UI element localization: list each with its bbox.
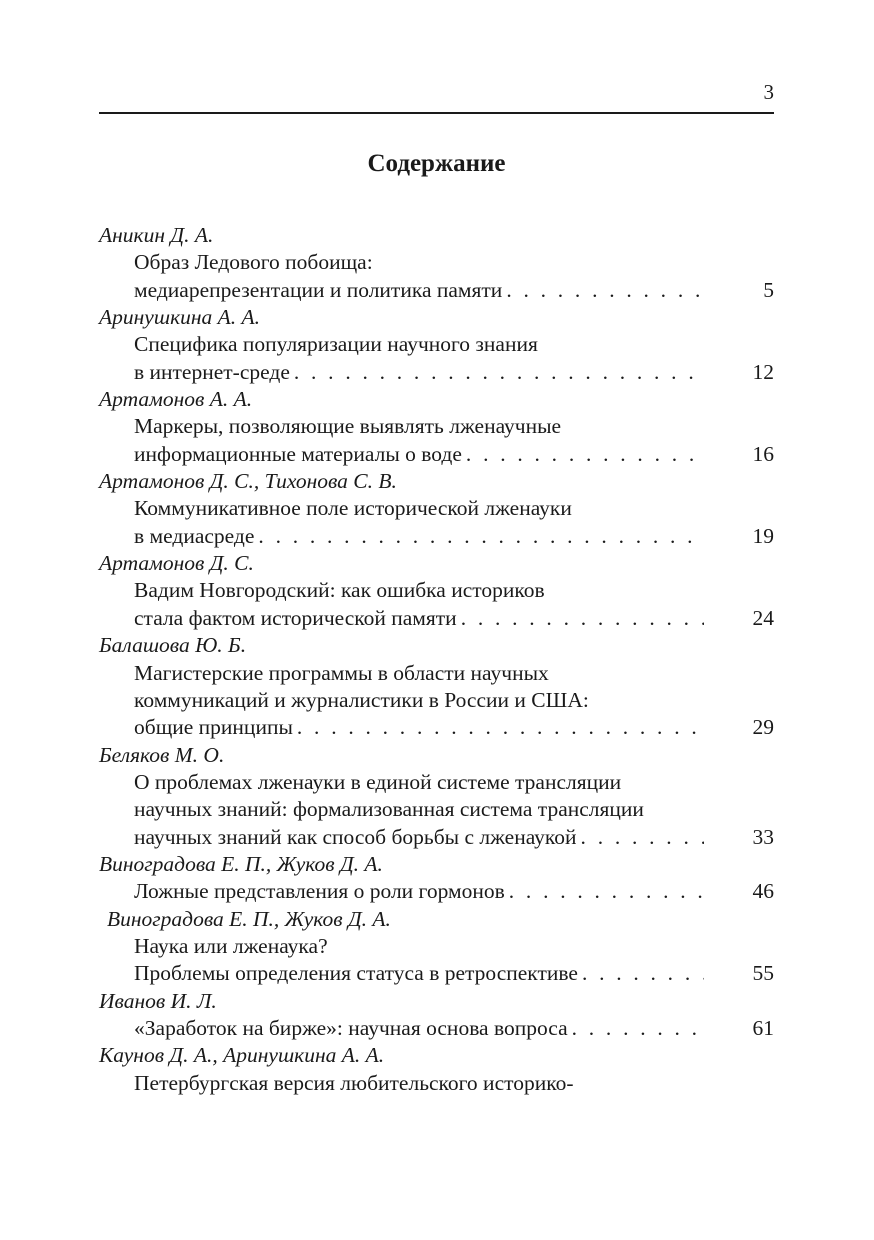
entry-page-number: 55 <box>752 961 774 986</box>
entry-author: Аринушкина А. А. <box>99 305 261 330</box>
entry-page-number: 46 <box>752 879 774 904</box>
dot-leader <box>293 714 704 741</box>
entry-leader-line[interactable] <box>99 441 774 468</box>
entry-leader-line[interactable] <box>99 605 774 632</box>
entry-leader-line[interactable] <box>99 960 774 987</box>
entry-author: Артамонов А. А. <box>99 387 253 412</box>
entry-author: Артамонов Д. С. <box>99 551 254 576</box>
entry-title-line: информационные материалы о воде <box>134 441 462 466</box>
dot-leader <box>290 359 704 386</box>
entry-title-line: Коммуникативное поле исторической лженауки <box>134 496 572 521</box>
entry-title-line: Вадим Новгородский: как ошибка историков <box>134 578 545 603</box>
toc-entry <box>99 304 774 386</box>
entry-author: Виноградова Е. П., Жуков Д. А. <box>107 906 391 931</box>
entry-leader-line[interactable] <box>99 523 774 550</box>
toc-entry <box>99 988 774 1043</box>
entry-leader-line[interactable] <box>99 1015 774 1042</box>
entry-title-line: Наука или лженаука? <box>134 933 328 958</box>
entry-author: Каунов Д. А., Аринушкина А. А. <box>99 1043 385 1068</box>
dot-leader <box>505 878 704 905</box>
entry-title-line: научных знаний как способ борьбы с лженаукой <box>134 824 577 849</box>
entry-title-line: Магистерские программы в области научных <box>134 660 549 685</box>
entry-page-number: 61 <box>752 1015 774 1040</box>
dot-leader <box>462 441 704 468</box>
entry-leader-line[interactable] <box>99 878 774 905</box>
toc-entry <box>99 386 774 468</box>
entry-title-line: О проблемах лженауки в единой системе трансляции <box>134 769 622 794</box>
entry-title-line: Маркеры, позволяющие выявлять лженаучные <box>134 414 562 439</box>
entry-title-line: в медиасреде <box>134 523 255 548</box>
entry-title-line: Проблемы определения статуса в ретроспективе <box>134 961 578 986</box>
entry-page-number: 5 <box>763 277 774 302</box>
dot-leader <box>457 605 704 632</box>
entry-page-number: 12 <box>752 359 774 384</box>
dot-leader <box>254 523 704 550</box>
entry-title-line: стала фактом исторической памяти <box>134 605 457 630</box>
toc-entry <box>99 550 774 632</box>
entry-title-line: коммуникаций и журналистики в России и США: <box>134 687 589 712</box>
header-rule <box>99 112 774 114</box>
toc-entry <box>99 906 774 988</box>
entry-author: Иванов И. Л. <box>99 988 217 1013</box>
entry-title-line: Специфика популяризации научного знания <box>134 332 538 357</box>
toc-entry <box>99 1042 774 1097</box>
entry-title-line: общие принципы <box>134 715 293 740</box>
entry-title-line: Ложные представления о роли гормонов <box>134 879 505 904</box>
entry-author: Беляков М. О. <box>99 742 225 767</box>
toc-entry <box>99 468 774 550</box>
entry-leader-line[interactable] <box>99 359 774 386</box>
toc-entry <box>99 851 774 906</box>
entry-author: Аникин Д. А. <box>99 223 214 247</box>
page-number: 3 <box>763 80 774 104</box>
dot-leader <box>502 277 704 304</box>
entry-leader-line[interactable] <box>99 714 774 741</box>
entry-page-number: 29 <box>752 715 774 740</box>
toc-entry <box>99 742 774 851</box>
page-title: Содержание <box>367 150 506 177</box>
entry-leader-line[interactable] <box>99 277 774 304</box>
entry-title-line: Петербургская версия любительского историко- <box>134 1070 574 1095</box>
dot-leader <box>568 1015 704 1042</box>
entry-title-line: медиарепрезентации и политика памяти <box>134 277 503 302</box>
entry-author: Виноградова Е. П., Жуков Д. А. <box>99 851 383 876</box>
entry-page-number: 24 <box>752 605 774 630</box>
entry-title-line: в интернет-среде <box>134 359 290 384</box>
entry-title-line: Образ Ледового побоища: <box>134 250 373 275</box>
entry-leader-line[interactable] <box>99 824 774 851</box>
entry-title-line: научных знаний: формализованная система трансляции <box>134 797 644 822</box>
entry-author: Артамонов Д. С., Тихонова С. В. <box>99 469 397 494</box>
toc-entry <box>99 632 774 741</box>
entry-title-line: «Заработок на бирже»: научная основа вопроса <box>134 1015 568 1040</box>
table-of-contents <box>99 221 774 1097</box>
entry-page-number: 16 <box>752 441 774 466</box>
dot-leader <box>577 824 704 851</box>
entry-page-number: 19 <box>752 523 774 548</box>
entry-author: Балашова Ю. Б. <box>99 633 247 658</box>
entry-page-number: 33 <box>752 824 774 849</box>
toc-entry <box>99 222 774 304</box>
dot-leader <box>578 960 704 987</box>
